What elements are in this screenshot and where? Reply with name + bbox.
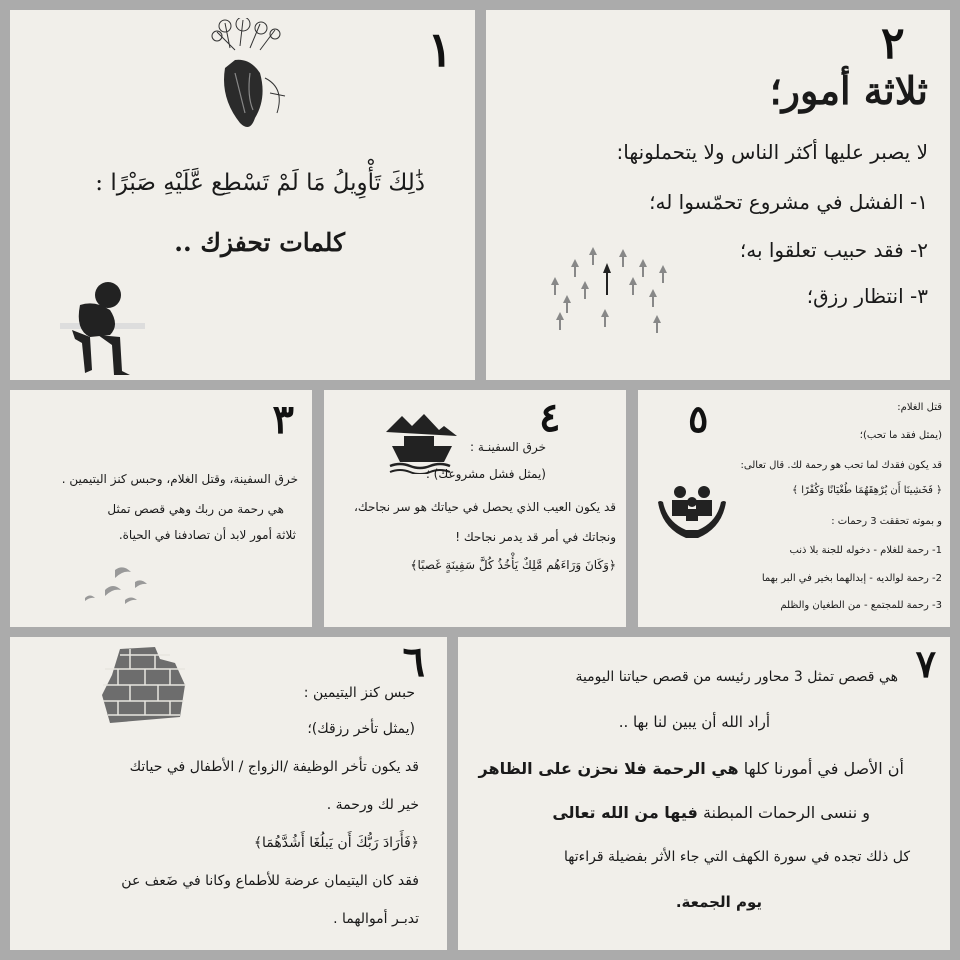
intro-text: لا يصبر عليها أكثر الناس ولا يتحملونها: [616, 140, 928, 164]
panel-title: ثلاثة أمور؛ [769, 68, 928, 113]
sad-man-icon [50, 275, 150, 380]
panel-3 [10, 390, 312, 627]
text-line: 2- رحمة لوالديه - إبدالهما بخير في البر بهما [761, 573, 942, 584]
text-line: تدبـر أموالهما . [333, 911, 419, 927]
text-line [458, 759, 904, 778]
list-item: ٢- فقد حبيب تعلقوا به؛ [739, 238, 928, 262]
text-line: قد يكون العيب الذي يحصل في حياتك هو سر نجاحك، [353, 500, 616, 514]
panel-number: ٢ [881, 18, 905, 69]
text-line: و بموته تحققت 3 رحمات : [831, 516, 942, 527]
text-line: يوم الجمعة. [675, 893, 762, 911]
text-line: 1- رحمة للغلام - دخوله للجنة بلا ذنب [789, 545, 942, 556]
text-line [458, 803, 870, 822]
text-line: خرق السفينة، وقتل الغلام، وحبس كنز اليتيمين . [61, 472, 298, 486]
panel-number: ٤ [539, 394, 561, 441]
list-item: ٣- انتظار رزق؛ [806, 284, 928, 308]
text-line: (يمثل تأخر رزقك)؛ [307, 721, 415, 737]
text-line: حبس كنز اليتيمين : [303, 685, 415, 701]
birds-icon [65, 560, 165, 620]
panel-5 [638, 390, 950, 627]
panel-number: ٥ [688, 396, 709, 441]
text-bold: فيها من الله تعالى [552, 803, 698, 822]
text-line: قد يكون فقدك لما تحب هو رحمة لك. قال تعالى: [740, 460, 942, 471]
text-line: هي رحمة من ربك وهي قصص تمثل [107, 502, 284, 516]
panel-7 [458, 637, 950, 950]
text-line: قتل الغلام: [897, 402, 942, 413]
text-bold: هي الرحمة فلا نحزن على الظاهر [478, 759, 739, 778]
text-line: ونجاتك في أمر قد يدمر نجاحك ! [455, 530, 616, 544]
quran-verse: ﴿وَكَانَ وَرَاءَهُم مَّلِكٌ يَأْخُذُ كُلَّ سَفِينَةٍ غَصبًا﴾ [410, 558, 616, 572]
panel-number: ١ [427, 22, 453, 78]
text-line: فقد كان اليتيمان عرضة للأطماع وكانا في ضَعف عن [121, 873, 419, 889]
text-line: خير لك ورحمة . [326, 797, 419, 813]
heart-flowers-icon [205, 18, 295, 138]
panel-1 [10, 10, 475, 380]
text-line: (يمثل فشل مشروعك) ؛ [426, 467, 546, 481]
text-line: أراد الله أن يبين لنا بها .. [618, 713, 770, 731]
family-hands-icon [656, 482, 728, 540]
text-line: (يمثل فقد ما تحب)؛ [859, 430, 942, 441]
quran-verse: ﴿ فَخَشِينَا أَن يُرْهِقَهُمَا طُغْيَانًا وَكُفْرًا ﴾ [792, 485, 942, 496]
text-line: 3- رحمة للمجتمع - من الطغيان والظلم [780, 600, 942, 611]
subtitle-text: كلمات تحفزك .. [174, 228, 345, 257]
panel-2 [486, 10, 950, 380]
list-item: ١- الفشل في مشروع تحمّسوا له؛ [649, 190, 928, 214]
text-line: قد يكون تأخر الوظيفة /الزواج / الأطفال في حياتك [129, 759, 419, 775]
panel-number: ٣ [272, 396, 294, 443]
text-normal: و ننسى الرحمات المبطنة [697, 803, 870, 822]
panel-number: ٧ [915, 641, 936, 686]
text-line: هي قصص تمثل 3 محاور رئيسه من قصص حياتنا اليومية [575, 669, 898, 685]
quran-verse: ﴿فَأَرَادَ رَبُّكَ أَن يَبلُغَا أَشُدَّهُمَا﴾ [253, 835, 419, 851]
text-line: كل ذلك تجده في سورة الكهف التي جاء الأثر بفضيلة قراءتها [564, 849, 910, 865]
text-line: ثلاثة أمور لابد أن تصادفنا في الحياة. [118, 528, 296, 542]
text-normal: أن الأصل في أمورنا كلها [738, 759, 904, 778]
panel-4 [324, 390, 626, 627]
text-line: خرق السفينـة : [470, 440, 546, 454]
verse-text: ذَٰلِكَ تَأْوِيلُ مَا لَمْ تَسْطِع عَّلَيْهِ صَبْرًا : [95, 170, 425, 196]
panel-number: ٦ [402, 637, 425, 686]
arrows-icon [541, 245, 676, 340]
panel-6 [10, 637, 447, 950]
